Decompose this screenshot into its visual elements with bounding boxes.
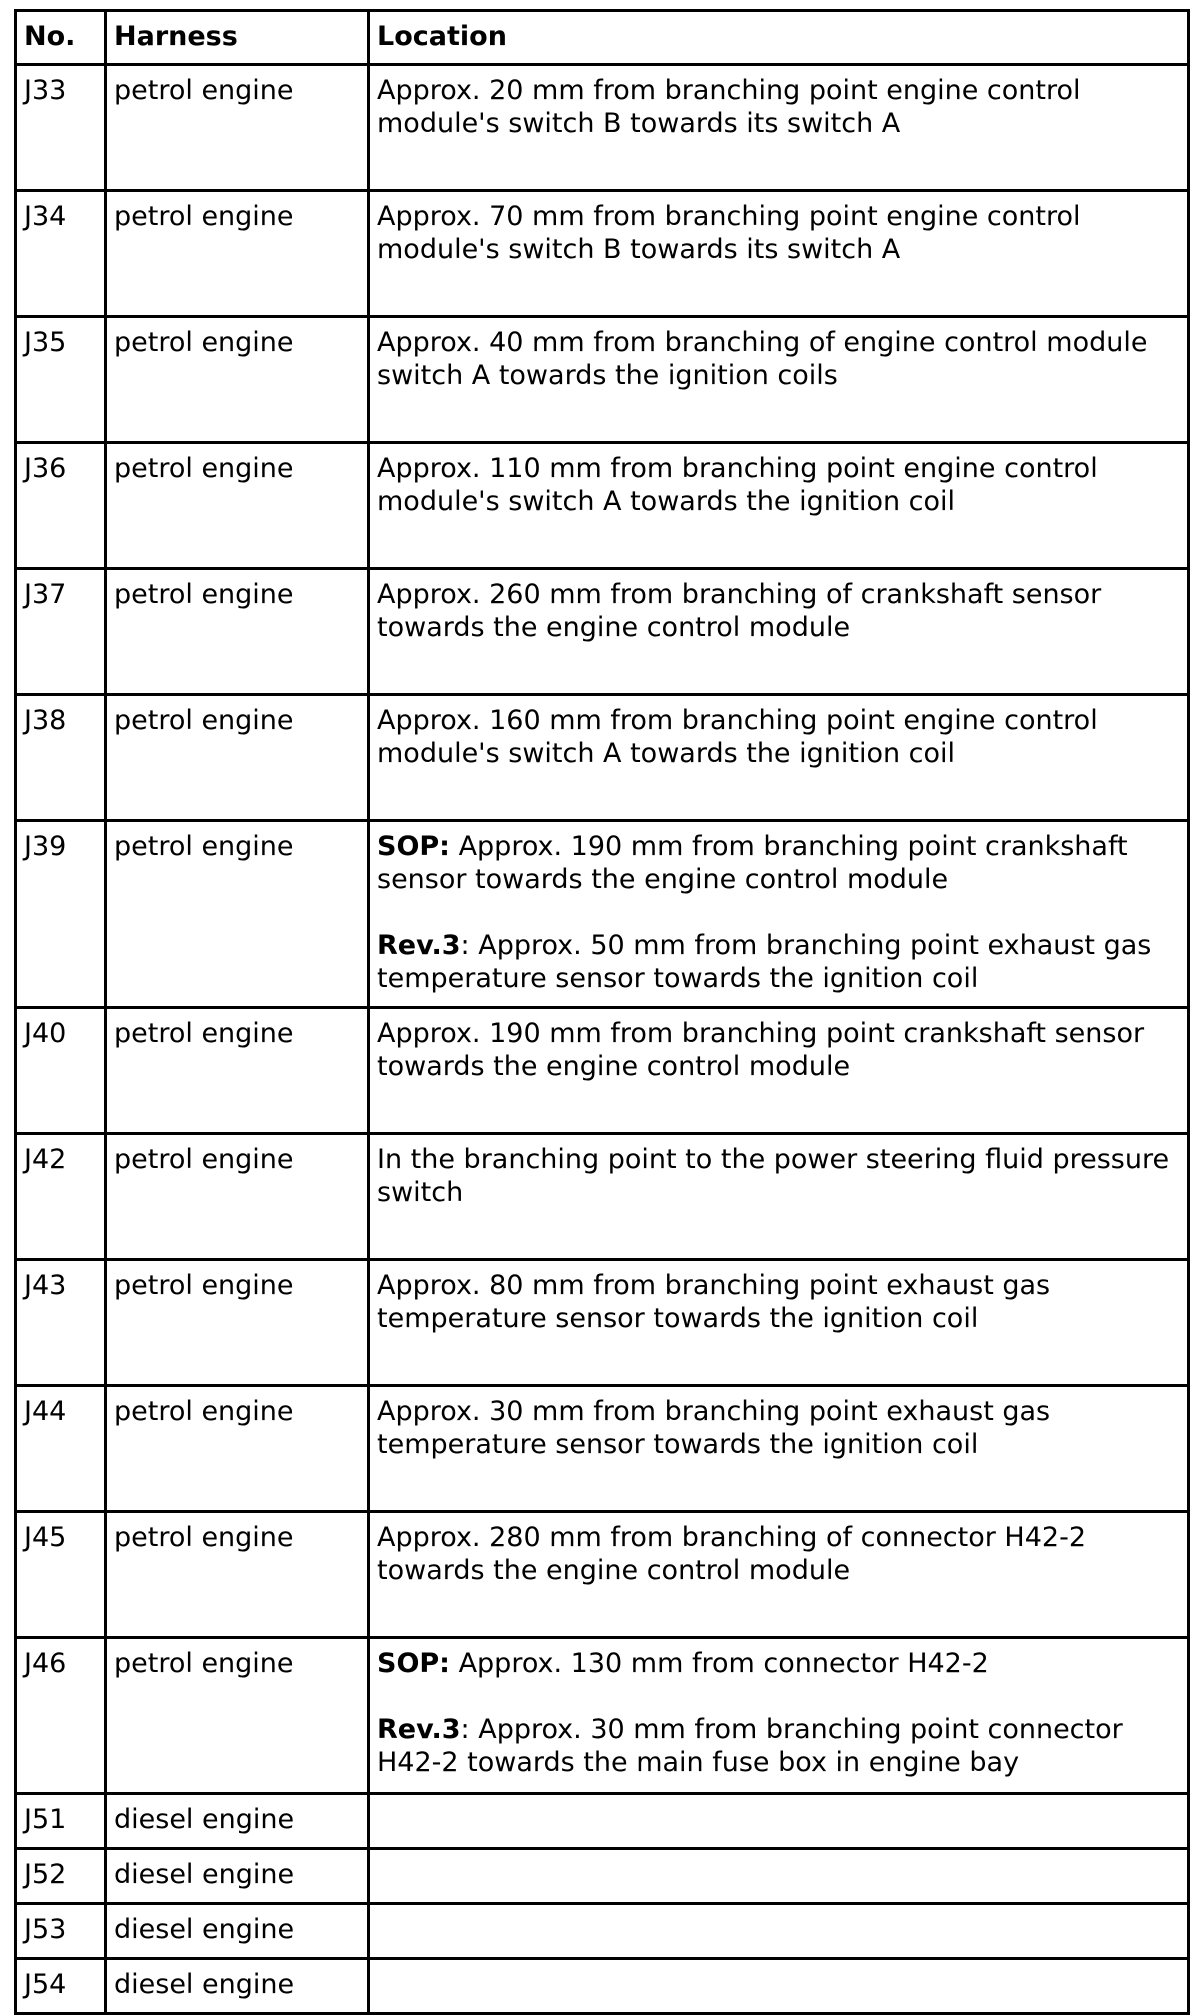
cell-no: J45	[16, 1512, 106, 1638]
cell-harness: petrol engine	[106, 1134, 369, 1260]
cell-location: Approx. 80 mm from branching point exhaust gas temperature sensor towards the ignition coil	[369, 1260, 1189, 1386]
rev-text: : Approx. 50 mm from branching point exhaust gas temperature sensor towards the ignition coil	[377, 930, 1152, 994]
cell-location: Approx. 260 mm from branching of crankshaft sensor towards the engine control module	[369, 569, 1189, 695]
sop-paragraph	[377, 1647, 1180, 1680]
cell-no: J38	[16, 695, 106, 821]
table-row	[16, 1904, 1189, 1959]
sop-text: Approx. 130 mm from connector H42-2	[449, 1648, 989, 1679]
cell-no: J44	[16, 1386, 106, 1512]
cell-location	[369, 1904, 1189, 1959]
cell-location	[369, 1794, 1189, 1849]
cell-no: J35	[16, 317, 106, 443]
cell-no: J54	[16, 1959, 106, 2014]
sop-label: SOP:	[377, 831, 450, 862]
table-row	[16, 65, 1189, 191]
cell-no: J40	[16, 1008, 106, 1134]
cell-location: In the branching point to the power steering fluid pressure switch	[369, 1134, 1189, 1260]
header-harness: Harness	[106, 11, 369, 65]
cell-no: J46	[16, 1638, 106, 1794]
harness-location-table	[14, 9, 1190, 2015]
table-row	[16, 1260, 1189, 1386]
cell-harness: petrol engine	[106, 695, 369, 821]
cell-location: Approx. 30 mm from branching point exhaust gas temperature sensor towards the ignition coil	[369, 1386, 1189, 1512]
cell-location: Approx. 40 mm from branching of engine control module switch A towards the ignition coils	[369, 317, 1189, 443]
sop-paragraph	[377, 830, 1180, 896]
table-row	[16, 191, 1189, 317]
cell-no: J37	[16, 569, 106, 695]
rev-label: Rev.3	[377, 930, 461, 961]
table-row	[16, 1008, 1189, 1134]
table-row	[16, 695, 1189, 821]
rev-paragraph	[377, 929, 1180, 995]
table-row	[16, 1638, 1189, 1794]
cell-location	[369, 1959, 1189, 2014]
cell-no: J42	[16, 1134, 106, 1260]
header-location: Location	[369, 11, 1189, 65]
cell-no: J39	[16, 821, 106, 1008]
cell-harness: petrol engine	[106, 1386, 369, 1512]
table-row	[16, 317, 1189, 443]
cell-no: J53	[16, 1904, 106, 1959]
sop-text: Approx. 190 mm from branching point crankshaft sensor towards the engine control module	[377, 831, 1128, 895]
cell-harness: petrol engine	[106, 1008, 369, 1134]
cell-harness: petrol engine	[106, 821, 369, 1008]
cell-harness: petrol engine	[106, 1512, 369, 1638]
cell-harness: petrol engine	[106, 569, 369, 695]
table-row	[16, 1849, 1189, 1904]
cell-location: Approx. 160 mm from branching point engine control module's switch A towards the ignition coil	[369, 695, 1189, 821]
cell-location	[369, 1849, 1189, 1904]
header-no: No.	[16, 11, 106, 65]
cell-location: Approx. 190 mm from branching point crankshaft sensor towards the engine control module	[369, 1008, 1189, 1134]
cell-no: J36	[16, 443, 106, 569]
cell-harness: petrol engine	[106, 317, 369, 443]
cell-harness: petrol engine	[106, 191, 369, 317]
sop-label: SOP:	[377, 1648, 450, 1679]
harness-table-container	[14, 9, 1187, 2015]
table-row	[16, 1134, 1189, 1260]
cell-harness: petrol engine	[106, 65, 369, 191]
table-row	[16, 1386, 1189, 1512]
table-header-row	[16, 11, 1189, 65]
cell-no: J52	[16, 1849, 106, 1904]
cell-harness: diesel engine	[106, 1849, 369, 1904]
table-row	[16, 1512, 1189, 1638]
cell-location	[369, 1638, 1189, 1794]
table-row	[16, 1794, 1189, 1849]
cell-no: J34	[16, 191, 106, 317]
cell-location: Approx. 20 mm from branching point engine control module's switch B towards its switch A	[369, 65, 1189, 191]
cell-no: J51	[16, 1794, 106, 1849]
cell-harness: diesel engine	[106, 1959, 369, 2014]
rev-text: : Approx. 30 mm from branching point connector H42-2 towards the main fuse box in engine bay	[377, 1714, 1123, 1778]
table-row	[16, 821, 1189, 1008]
table-row	[16, 443, 1189, 569]
cell-harness: diesel engine	[106, 1794, 369, 1849]
cell-location: Approx. 280 mm from branching of connector H42-2 towards the engine control module	[369, 1512, 1189, 1638]
cell-location: Approx. 70 mm from branching point engine control module's switch B towards its switch A	[369, 191, 1189, 317]
table-row	[16, 569, 1189, 695]
cell-no: J33	[16, 65, 106, 191]
rev-paragraph	[377, 1713, 1180, 1779]
cell-location: Approx. 110 mm from branching point engine control module's switch A towards the ignition coil	[369, 443, 1189, 569]
cell-harness: petrol engine	[106, 1638, 369, 1794]
cell-harness: petrol engine	[106, 1260, 369, 1386]
rev-label: Rev.3	[377, 1714, 461, 1745]
cell-harness: diesel engine	[106, 1904, 369, 1959]
cell-no: J43	[16, 1260, 106, 1386]
cell-harness: petrol engine	[106, 443, 369, 569]
table-row	[16, 1959, 1189, 2014]
cell-location	[369, 821, 1189, 1008]
